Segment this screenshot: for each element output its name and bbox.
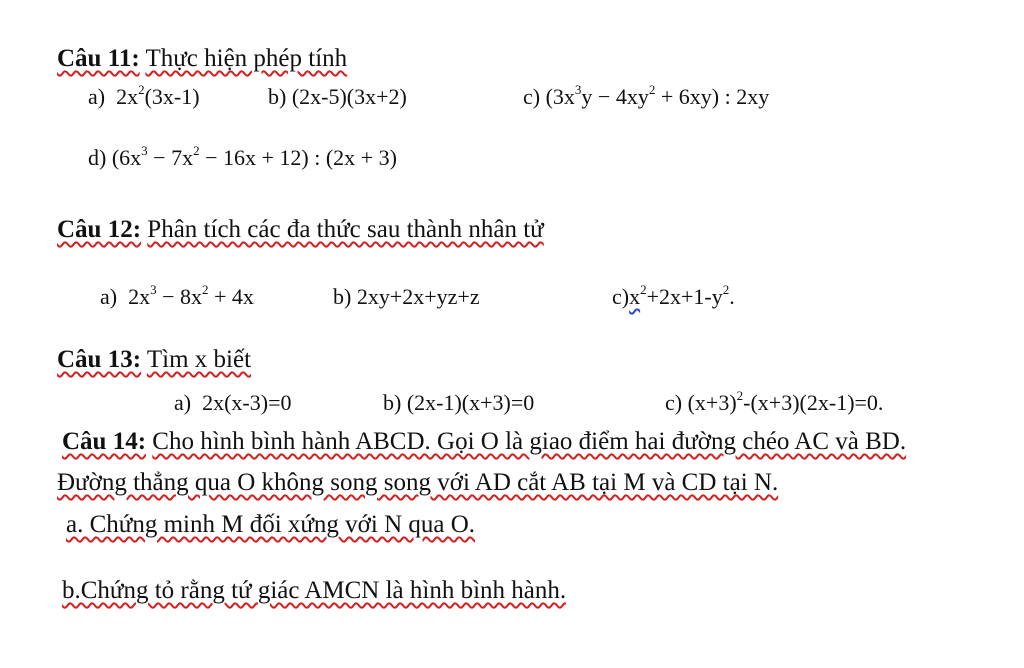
q13-b-expr: (2x-1)(x+3)=0 [406, 390, 535, 415]
q11-a-tag: a) [88, 84, 106, 109]
q11-a [88, 84, 200, 110]
q12-c-tag: c) [612, 284, 630, 309]
q12-a [100, 284, 254, 310]
question-14-part-a [66, 510, 475, 540]
q12-c [612, 284, 735, 310]
q12-a-expr: $2x^3 - 8x^2 + 4x$ [128, 282, 254, 309]
q12-b [333, 284, 480, 310]
q13-c-tag: c) [665, 390, 683, 415]
question-11-heading [57, 44, 347, 74]
question-14-label: Câu 14: [62, 428, 147, 455]
q13-b-tag: b) [383, 390, 402, 415]
q11-c [523, 84, 769, 110]
q12-b-expr: 2xy+2x+yz+z [356, 284, 480, 309]
question-12-label: Câu 12: [57, 216, 142, 243]
q13-c [665, 390, 883, 416]
question-14-line-1 [62, 427, 906, 457]
question-14-part-a-text: a. Chứng minh M đối xứng với N qua O. [66, 511, 476, 538]
question-14-part-b [62, 576, 566, 606]
q11-d-tag: d) [88, 145, 107, 170]
q11-c-expr: $(3x^3y - 4xy^2 + 6xy)$ : 2xy [545, 82, 770, 109]
q11-b-expr: (2x-5)(3x+2) [291, 84, 407, 109]
q12-a-tag: a) [100, 284, 118, 309]
q11-b [268, 84, 407, 110]
question-14-text-1: Cho hình bình hành ABCD. Gọi O là giao điểm hai đường chéo AC và BD. [152, 428, 907, 455]
q13-a [174, 390, 291, 416]
q12-c-expr: $x^2+2x+1-y^2$. [629, 282, 735, 309]
q11-a-expr: $2x^2(3x-1)$ [116, 82, 200, 109]
question-14-text-2: Đường thẳng qua O không song song với AD cắt AB tại M và CD tại N. [57, 469, 779, 496]
question-12-title: Phân tích các đa thức sau thành nhân tử [147, 216, 544, 243]
q13-c-expr: $(x+3)^2-(x+3)(2x-1)=0$. [687, 388, 884, 415]
q11-d-expr: $(6x^3 - 7x^2 - 16x + 12)$ : (2x + 3) [111, 143, 397, 170]
q12-b-tag: b) [333, 284, 352, 309]
q13-b [383, 390, 534, 416]
q11-b-tag: b) [268, 84, 287, 109]
question-13-label: Câu 13: [57, 346, 142, 373]
question-13-heading [57, 345, 251, 375]
q11-d [88, 145, 397, 171]
q13-a-expr: 2x(x-3)=0 [202, 390, 292, 415]
q13-a-tag: a) [174, 390, 192, 415]
question-11-label: Câu 11: [57, 45, 140, 72]
question-14-part-b-text: b.Chứng tỏ rằng tứ giác AMCN là hình bình hành. [62, 577, 567, 604]
question-14-line-2 [57, 468, 778, 498]
question-12-heading [57, 215, 544, 245]
q11-c-tag: c) [523, 84, 541, 109]
question-11-title: Thực hiện phép tính [145, 45, 348, 72]
question-13-title: Tìm x biết [146, 346, 252, 373]
